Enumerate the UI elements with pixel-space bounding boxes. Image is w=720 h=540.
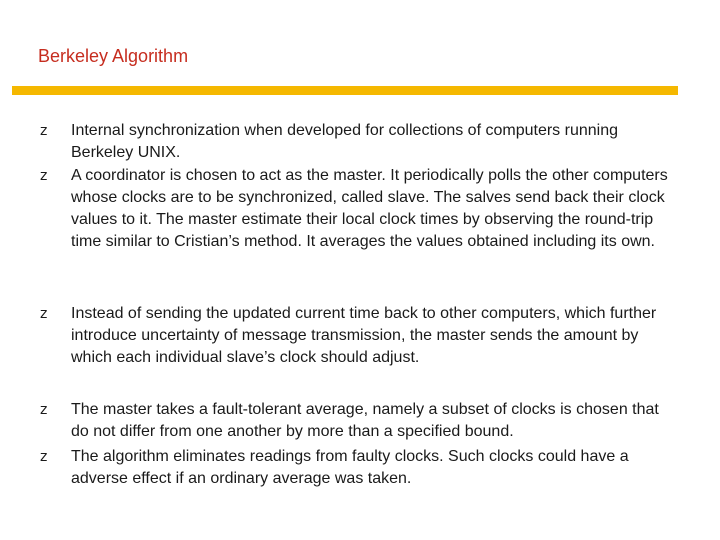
title-divider-bar bbox=[12, 86, 678, 95]
slide-title: Berkeley Algorithm bbox=[38, 46, 189, 66]
bullet-item bbox=[40, 120, 680, 164]
bullet-item bbox=[40, 399, 680, 443]
bullet-icon: z bbox=[40, 168, 48, 184]
bullet-item bbox=[40, 303, 680, 369]
bullet-text: Internal synchronization when developed for collections of computers running Berkeley UNIX. bbox=[71, 122, 618, 161]
bullet-icon: z bbox=[40, 402, 48, 418]
bullet-text: Instead of sending the updated current time back to other computers, which further introduce uncertainty of message transmission, the master sends the amount by which each individual slave’s clock should adjust. bbox=[71, 305, 657, 366]
bullet-text: A coordinator is chosen to act as the master. It periodically polls the other computers whose clocks are to be synchronized, called slave. The salves send back their clock values to it. The master estimate their local clock times by observing the round-trip time similar to Cristian’s method. It averages the values obtained including its own. bbox=[71, 167, 668, 250]
bullet-icon: z bbox=[40, 449, 48, 465]
bullet-text: The algorithm eliminates readings from faulty clocks. Such clocks could have a adverse effect if an ordinary average was taken. bbox=[71, 448, 629, 487]
bullet-icon: z bbox=[40, 306, 48, 322]
bullet-icon: z bbox=[40, 123, 48, 139]
bullet-item bbox=[40, 446, 680, 490]
bullet-item bbox=[40, 165, 680, 253]
bullet-text: The master takes a fault-tolerant average, namely a subset of clocks is chosen that do not differ from one another by more than a specified bound. bbox=[71, 401, 659, 440]
